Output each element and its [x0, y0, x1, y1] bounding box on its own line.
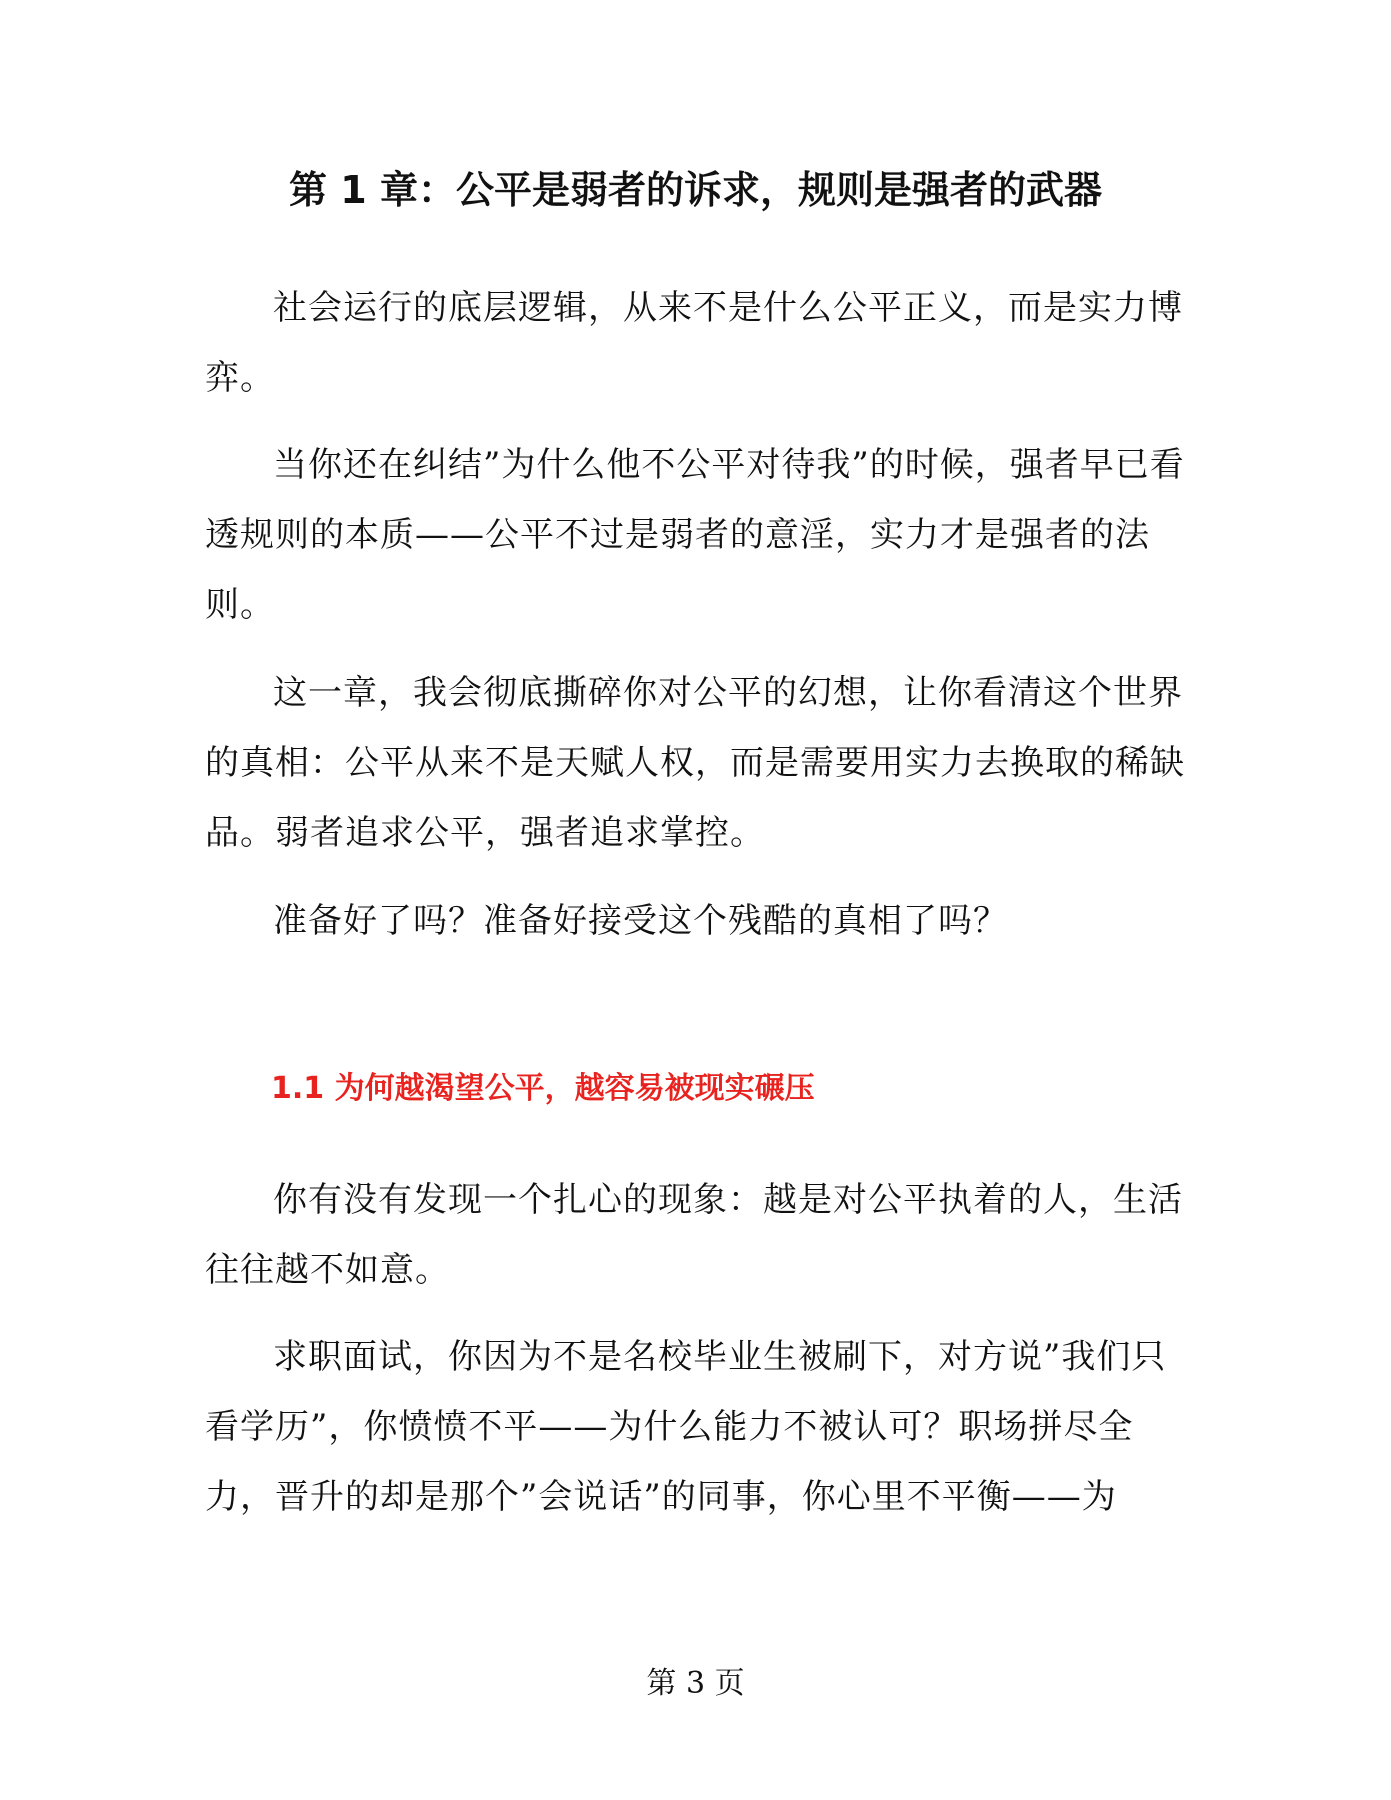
section-heading: 1.1 为何越渴望公平，越容易被现实碾压 [271, 1071, 815, 1106]
intro-paragraph-2: 当你还在纠结”为什么他不公平对待我”的时候，强者早已看透规则的本质——公平不过是弱者的意淫，实力才是强者的法则。 [205, 445, 1185, 625]
section-paragraph-1: 你有没有发现一个扎心的现象：越是对公平执着的人，生活往往越不如意。 [205, 1180, 1183, 1290]
intro-paragraph-4: 准备好了吗？准备好接受这个残酷的真相了吗？ [273, 901, 1008, 941]
intro-paragraph-3: 这一章，我会彻底撕碎你对公平的幻想，让你看清这个世界的真相：公平从来不是天赋人权，而是需要用实力去换取的稀缺品。弱者追求公平，强者追求掌控。 [205, 673, 1185, 853]
chapter-title: 第 1 章：公平是弱者的诉求，规则是强者的武器 [289, 168, 1102, 212]
intro-paragraph-1: 社会运行的底层逻辑，从来不是什么公平正义，而是实力博弈。 [205, 288, 1183, 398]
section-paragraph-2: 求职面试，你因为不是名校毕业生被刷下，对方说”我们只看学历”，你愤愤不平——为什么能力不被认可？职场拼尽全力，晋升的却是那个”会说话”的同事，你心里不平衡——为 [205, 1337, 1167, 1517]
page-number: 第 3 页 [646, 1666, 745, 1701]
